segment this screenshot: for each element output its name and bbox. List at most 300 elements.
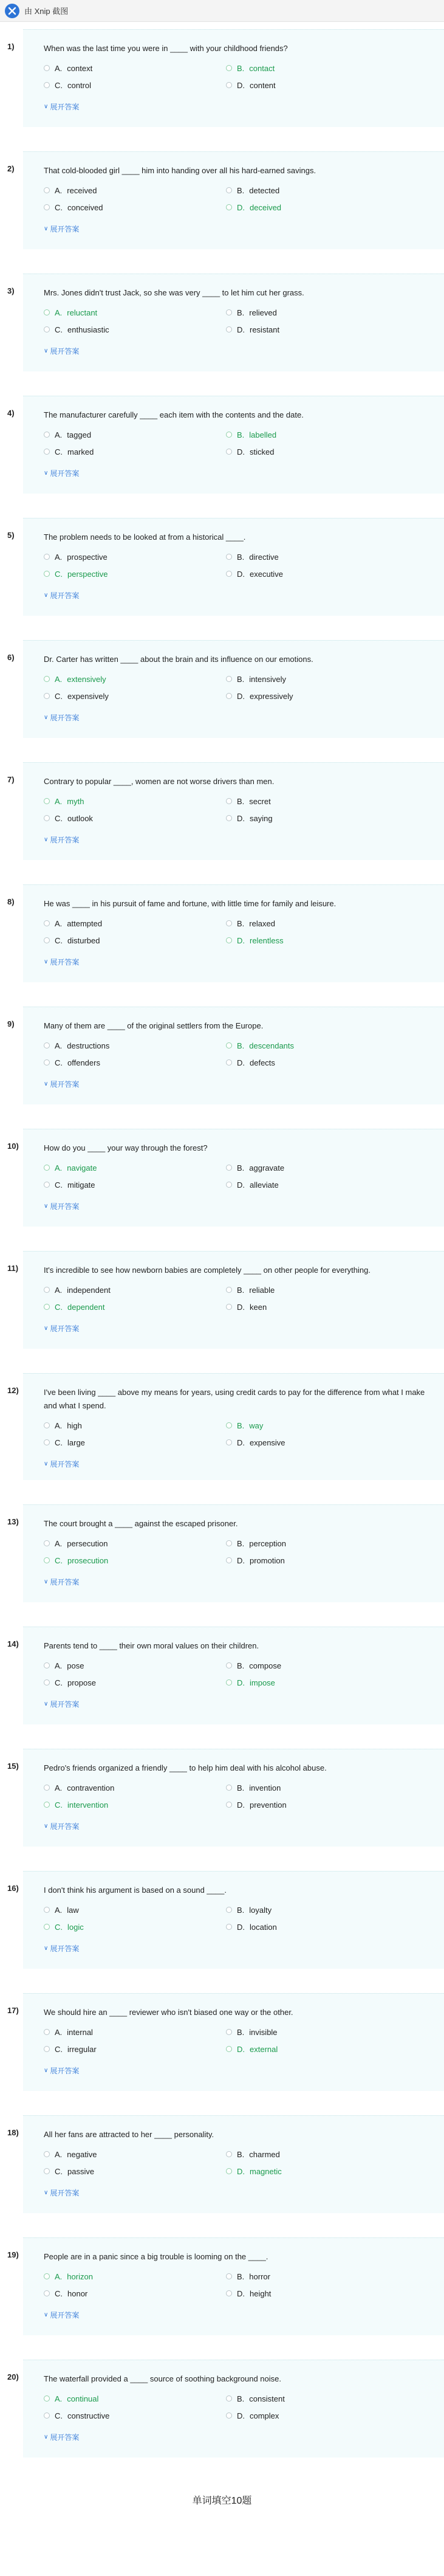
expand-answer-link[interactable] (44, 1943, 79, 1954)
option-d[interactable] (226, 78, 408, 92)
question-stem: All her fans are attracted to her ____ personality. (44, 2130, 214, 2139)
expand-answer-link[interactable] (44, 2188, 79, 2198)
question-number: 16) (7, 1884, 19, 1893)
option-letter: B. (237, 308, 245, 317)
radio-icon[interactable] (44, 1287, 50, 1293)
radio-icon[interactable] (226, 920, 232, 926)
radio-icon[interactable] (44, 204, 50, 210)
option-letter: B. (237, 1041, 245, 1050)
options-grid (23, 1413, 444, 1449)
radio-icon[interactable] (226, 937, 232, 943)
question-stem: Pedro's friends organized a friendly ____ to help him deal with his alcohol abuse. (44, 1763, 327, 1772)
option-letter: D. (237, 569, 245, 579)
option-letter: D. (237, 447, 245, 456)
radio-icon[interactable] (44, 2046, 50, 2052)
radio-icon[interactable] (44, 1924, 50, 1930)
option-text: charmed (249, 2149, 280, 2159)
option-b[interactable] (226, 1419, 408, 1432)
radio-icon[interactable] (226, 2412, 232, 2419)
option-letter: D. (237, 1678, 245, 1687)
option-a[interactable] (44, 184, 226, 197)
radio-icon[interactable] (44, 2412, 50, 2419)
option-text: outlook (67, 813, 93, 823)
radio-icon[interactable] (226, 2046, 232, 2052)
radio-icon[interactable] (44, 1182, 50, 1188)
option-text: marked (67, 447, 94, 456)
expand-answer-link[interactable] (44, 1821, 79, 1831)
question-number: 3) (7, 286, 15, 295)
radio-icon[interactable] (44, 1042, 50, 1049)
option-c[interactable] (44, 1920, 226, 1934)
option-a[interactable] (44, 917, 226, 930)
option-a[interactable] (44, 794, 226, 808)
expand-answer-link[interactable] (44, 102, 79, 112)
option-a[interactable] (44, 2270, 226, 2283)
radio-icon[interactable] (44, 2168, 50, 2174)
option-text: sticked (250, 447, 275, 456)
option-letter: C. (55, 1678, 63, 1687)
radio-icon[interactable] (44, 309, 50, 315)
radio-icon[interactable] (44, 1059, 50, 1066)
radio-icon[interactable] (226, 1422, 232, 1428)
radio-icon[interactable] (226, 1287, 232, 1293)
option-text: prevention (250, 1800, 287, 1810)
chevron-down-icon: ∨ (44, 1945, 49, 1952)
option-text: prosecution (67, 1555, 109, 1565)
question-stem: It's incredible to see how newborn babies are completely ____ on other people for everything. (44, 1266, 371, 1275)
radio-icon[interactable] (226, 204, 232, 210)
radio-icon[interactable] (226, 1304, 232, 1310)
radio-icon[interactable] (226, 432, 232, 438)
option-text: directive (249, 552, 279, 562)
option-text: intensively (249, 674, 286, 684)
option-letter: A. (55, 796, 63, 806)
option-letter: A. (55, 2027, 63, 2037)
option-d[interactable] (226, 1920, 408, 1934)
option-letter: C. (55, 1800, 63, 1810)
option-text: relaxed (249, 918, 275, 928)
question-stem: Dr. Carter has written ____ about the brain and its influence on our emotions. (44, 655, 313, 664)
chevron-down-icon: ∨ (44, 1823, 49, 1830)
question-number: 13) (7, 1517, 19, 1526)
question-card (7, 29, 444, 127)
radio-icon[interactable] (44, 1540, 50, 1546)
radio-icon[interactable] (226, 1679, 232, 1686)
option-text: mitigate (67, 1180, 95, 1190)
option-letter: A. (55, 1905, 63, 1915)
options-grid (23, 1653, 444, 1689)
option-a[interactable] (44, 61, 226, 75)
question-stem: That cold-blooded girl ____ him into handing over all his hard-earned savings. (44, 166, 316, 175)
radio-icon[interactable] (44, 1439, 50, 1445)
expand-answer-link[interactable] (44, 468, 79, 478)
option-text: detected (249, 185, 280, 195)
option-b[interactable] (226, 2025, 408, 2039)
radio-icon[interactable] (226, 1182, 232, 1188)
radio-icon[interactable] (226, 798, 232, 804)
radio-icon[interactable] (226, 1802, 232, 1808)
expand-answer-link[interactable] (44, 2432, 79, 2442)
option-letter: D. (237, 2166, 245, 2176)
options-grid (23, 1531, 444, 1567)
expand-answer-link[interactable] (44, 1699, 79, 1709)
option-d[interactable] (226, 1056, 408, 1069)
option-a[interactable] (44, 2025, 226, 2039)
options-grid (23, 422, 444, 458)
option-d[interactable] (226, 1798, 408, 1811)
option-d[interactable] (226, 1178, 408, 1191)
option-text: executive (250, 569, 283, 579)
expand-answer-label: 展开答案 (50, 591, 80, 600)
radio-icon[interactable] (44, 2151, 50, 2157)
option-c[interactable] (44, 1676, 226, 1689)
option-c[interactable] (44, 1178, 226, 1191)
radio-icon[interactable] (44, 2395, 50, 2402)
option-b[interactable] (226, 1161, 408, 1174)
question-card (7, 1251, 444, 1349)
option-c[interactable] (44, 1436, 226, 1449)
option-b[interactable] (226, 917, 408, 930)
options-grid (23, 1033, 444, 1069)
option-a[interactable] (44, 2147, 226, 2161)
option-letter: D. (237, 80, 245, 90)
expand-answer-link[interactable] (44, 1079, 79, 1089)
radio-icon[interactable] (44, 554, 50, 560)
option-b[interactable] (226, 428, 408, 441)
option-c[interactable] (44, 1554, 226, 1567)
radio-icon[interactable] (44, 937, 50, 943)
option-d[interactable] (226, 445, 408, 458)
question-number: 15) (7, 1762, 19, 1771)
option-text: prospective (67, 552, 108, 562)
radio-icon[interactable] (226, 65, 232, 71)
radio-icon[interactable] (226, 571, 232, 577)
radio-icon[interactable] (44, 65, 50, 71)
expand-answer-label: 展开答案 (50, 714, 80, 722)
question-card (7, 396, 444, 494)
question-number: 19) (7, 2250, 19, 2259)
option-c[interactable] (44, 323, 226, 336)
options-grid (23, 2264, 444, 2300)
radio-icon[interactable] (226, 676, 232, 682)
expand-answer-link[interactable] (44, 1323, 79, 1334)
option-letter: C. (55, 1058, 63, 1067)
option-c[interactable] (44, 445, 226, 458)
option-a[interactable] (44, 550, 226, 563)
option-letter: D. (237, 813, 245, 823)
option-letter: A. (55, 63, 63, 73)
option-d[interactable] (226, 934, 408, 947)
option-letter: B. (237, 1905, 245, 1915)
radio-icon[interactable] (44, 1662, 50, 1669)
radio-icon[interactable] (44, 798, 50, 804)
option-c[interactable] (44, 1056, 226, 1069)
option-c[interactable] (44, 78, 226, 92)
option-c[interactable] (44, 1798, 226, 1811)
option-letter: C. (55, 80, 63, 90)
radio-icon[interactable] (226, 1165, 232, 1171)
expand-answer-label: 展开答案 (50, 1700, 80, 1709)
option-text: magnetic (250, 2166, 282, 2176)
option-c[interactable] (44, 1300, 226, 1314)
option-a[interactable] (44, 2392, 226, 2405)
expand-answer-label: 展开答案 (50, 2433, 80, 2442)
radio-icon[interactable] (44, 920, 50, 926)
option-d[interactable] (226, 201, 408, 214)
radio-icon[interactable] (226, 2151, 232, 2157)
option-a[interactable] (44, 1903, 226, 1917)
radio-icon[interactable] (44, 2290, 50, 2296)
radio-icon[interactable] (226, 1924, 232, 1930)
radio-icon[interactable] (226, 1662, 232, 1669)
option-text: negative (67, 2149, 97, 2159)
option-text: expressively (250, 691, 293, 701)
radio-icon[interactable] (44, 187, 50, 193)
radio-icon[interactable] (226, 815, 232, 821)
question-stem: Contrary to popular ____, women are not worse drivers than men. (44, 777, 275, 786)
radio-icon[interactable] (44, 1304, 50, 1310)
option-c[interactable] (44, 2287, 226, 2300)
option-text: context (67, 63, 93, 73)
option-b[interactable] (226, 61, 408, 75)
option-b[interactable] (226, 1659, 408, 1672)
question-card (7, 884, 444, 982)
question-card (7, 762, 444, 860)
radio-icon[interactable] (226, 2395, 232, 2402)
expand-answer-label: 展开答案 (50, 2067, 80, 2075)
option-text: perspective (67, 569, 108, 579)
expand-answer-label: 展开答案 (50, 225, 80, 233)
radio-icon[interactable] (226, 1557, 232, 1563)
radio-icon[interactable] (44, 2029, 50, 2035)
option-d[interactable] (226, 1676, 408, 1689)
chevron-down-icon: ∨ (44, 592, 49, 599)
radio-icon[interactable] (44, 693, 50, 699)
option-text: high (67, 1421, 82, 1430)
question-card (7, 1373, 444, 1480)
radio-icon[interactable] (226, 554, 232, 560)
expand-answer-label: 展开答案 (50, 469, 80, 478)
option-text: contravention (67, 1783, 115, 1793)
option-d[interactable] (226, 2409, 408, 2422)
option-d[interactable] (226, 2287, 408, 2300)
option-letter: C. (55, 202, 63, 212)
options-grid (23, 2019, 444, 2056)
option-b[interactable] (226, 2147, 408, 2161)
chevron-down-icon: ∨ (44, 1579, 49, 1585)
option-d[interactable] (226, 1554, 408, 1567)
option-d[interactable] (226, 689, 408, 703)
option-letter: A. (55, 918, 63, 928)
option-d[interactable] (226, 1436, 408, 1449)
chevron-down-icon: ∨ (44, 470, 49, 477)
option-c[interactable] (44, 689, 226, 703)
option-text: reluctant (67, 308, 98, 317)
option-d[interactable] (226, 1300, 408, 1314)
option-b[interactable] (226, 550, 408, 563)
option-a[interactable] (44, 428, 226, 441)
option-d[interactable] (226, 2164, 408, 2178)
radio-icon[interactable] (44, 432, 50, 438)
option-letter: B. (237, 63, 245, 73)
option-b[interactable] (226, 1283, 408, 1297)
option-a[interactable] (44, 306, 226, 319)
radio-icon[interactable] (44, 571, 50, 577)
option-letter: C. (55, 1555, 63, 1565)
option-c[interactable] (44, 934, 226, 947)
option-a[interactable] (44, 1781, 226, 1794)
chevron-down-icon: ∨ (44, 1203, 49, 1210)
option-a[interactable] (44, 1419, 226, 1432)
option-b[interactable] (226, 794, 408, 808)
expand-answer-link[interactable] (44, 224, 79, 234)
option-a[interactable] (44, 1039, 226, 1052)
chevron-down-icon: ∨ (44, 836, 49, 843)
radio-icon[interactable] (226, 1785, 232, 1791)
radio-icon[interactable] (226, 1907, 232, 1913)
radio-icon[interactable] (44, 2273, 50, 2279)
expand-answer-link[interactable] (44, 957, 79, 967)
question-stem: Many of them are ____ of the original settlers from the Europe. (44, 1021, 264, 1030)
option-letter: C. (55, 447, 63, 456)
radio-icon[interactable] (44, 1785, 50, 1791)
expand-answer-link[interactable] (44, 835, 79, 845)
expand-answer-link[interactable] (44, 1577, 79, 1587)
question-card (7, 518, 444, 616)
option-d[interactable] (226, 567, 408, 580)
question-stem: When was the last time you were in ____ with your childhood friends? (44, 44, 288, 53)
radio-icon[interactable] (44, 449, 50, 455)
radio-icon[interactable] (226, 2273, 232, 2279)
radio-icon[interactable] (44, 1907, 50, 1913)
expand-answer-link[interactable] (44, 346, 79, 356)
expand-answer-link[interactable] (44, 590, 79, 601)
option-b[interactable] (226, 1903, 408, 1917)
radio-icon[interactable] (44, 1422, 50, 1428)
expand-answer-link[interactable] (44, 1459, 79, 1469)
radio-icon[interactable] (44, 1679, 50, 1686)
option-c[interactable] (44, 567, 226, 580)
option-a[interactable] (44, 1537, 226, 1550)
option-text: reliable (249, 1285, 275, 1295)
option-letter: A. (55, 185, 63, 195)
option-text: enthusiastic (67, 325, 109, 334)
radio-icon[interactable] (44, 676, 50, 682)
expand-answer-label: 展开答案 (50, 1080, 80, 1089)
option-c[interactable] (44, 201, 226, 214)
option-b[interactable] (226, 1781, 408, 1794)
chevron-down-icon: ∨ (44, 1325, 49, 1332)
option-a[interactable] (44, 1283, 226, 1297)
radio-icon[interactable] (44, 1802, 50, 1808)
radio-icon[interactable] (226, 449, 232, 455)
option-text: expensive (250, 1438, 285, 1447)
option-b[interactable] (226, 2392, 408, 2405)
radio-icon[interactable] (226, 1059, 232, 1066)
expand-answer-label: 展开答案 (50, 1202, 80, 1211)
question-number: 11) (7, 1264, 19, 1273)
radio-icon[interactable] (226, 2290, 232, 2296)
question-number: 2) (7, 164, 15, 173)
radio-icon[interactable] (226, 82, 232, 88)
options-grid (23, 911, 444, 947)
option-b[interactable] (226, 2270, 408, 2283)
radio-icon[interactable] (226, 693, 232, 699)
radio-icon[interactable] (226, 2168, 232, 2174)
expand-answer-link[interactable] (44, 712, 79, 723)
option-letter: B. (237, 2149, 245, 2159)
option-text: pose (67, 1661, 84, 1670)
radio-icon[interactable] (44, 1557, 50, 1563)
expand-answer-label: 展开答案 (50, 2311, 80, 2319)
expand-answer-label: 展开答案 (50, 1944, 80, 1953)
option-text: irregular (67, 2044, 97, 2054)
chevron-down-icon: ∨ (44, 2434, 49, 2440)
option-letter: B. (237, 1163, 245, 1173)
radio-icon[interactable] (226, 1042, 232, 1049)
expand-answer-label: 展开答案 (50, 836, 80, 844)
radio-icon[interactable] (44, 1165, 50, 1171)
option-text: honor (67, 2288, 88, 2298)
radio-icon[interactable] (226, 1439, 232, 1445)
option-d[interactable] (226, 2042, 408, 2056)
option-text: location (250, 1922, 277, 1932)
radio-icon[interactable] (226, 187, 232, 193)
question-number: 8) (7, 897, 15, 906)
option-letter: C. (55, 935, 63, 945)
option-b[interactable] (226, 1537, 408, 1550)
option-a[interactable] (44, 1161, 226, 1174)
option-c[interactable] (44, 2164, 226, 2178)
option-letter: D. (237, 1058, 245, 1067)
option-d[interactable] (226, 811, 408, 825)
radio-icon[interactable] (44, 82, 50, 88)
option-text: extensively (67, 674, 106, 684)
option-text: internal (67, 2027, 93, 2037)
option-letter: C. (55, 569, 63, 579)
option-letter: C. (55, 2166, 63, 2176)
expand-answer-label: 展开答案 (50, 347, 80, 356)
radio-icon[interactable] (44, 326, 50, 332)
options-grid (23, 1897, 444, 1934)
option-text: logic (67, 1922, 84, 1932)
option-c[interactable] (44, 2042, 226, 2056)
radio-icon[interactable] (44, 815, 50, 821)
option-b[interactable] (226, 184, 408, 197)
chevron-down-icon: ∨ (44, 348, 49, 354)
radio-icon[interactable] (226, 2029, 232, 2035)
option-d[interactable] (226, 323, 408, 336)
option-b[interactable] (226, 1039, 408, 1052)
option-c[interactable] (44, 2409, 226, 2422)
expand-answer-link[interactable] (44, 2310, 79, 2320)
radio-icon[interactable] (226, 309, 232, 315)
option-letter: D. (237, 691, 245, 701)
expand-answer-link[interactable] (44, 1201, 79, 1211)
radio-icon[interactable] (226, 326, 232, 332)
radio-icon[interactable] (226, 1540, 232, 1546)
option-a[interactable] (44, 1659, 226, 1672)
option-c[interactable] (44, 811, 226, 825)
expand-answer-label: 展开答案 (50, 1460, 80, 1469)
option-letter: A. (55, 674, 63, 684)
option-b[interactable] (226, 306, 408, 319)
option-a[interactable] (44, 672, 226, 686)
question-number: 20) (7, 2372, 19, 2381)
expand-answer-link[interactable] (44, 2065, 79, 2076)
option-letter: B. (237, 918, 245, 928)
option-b[interactable] (226, 672, 408, 686)
